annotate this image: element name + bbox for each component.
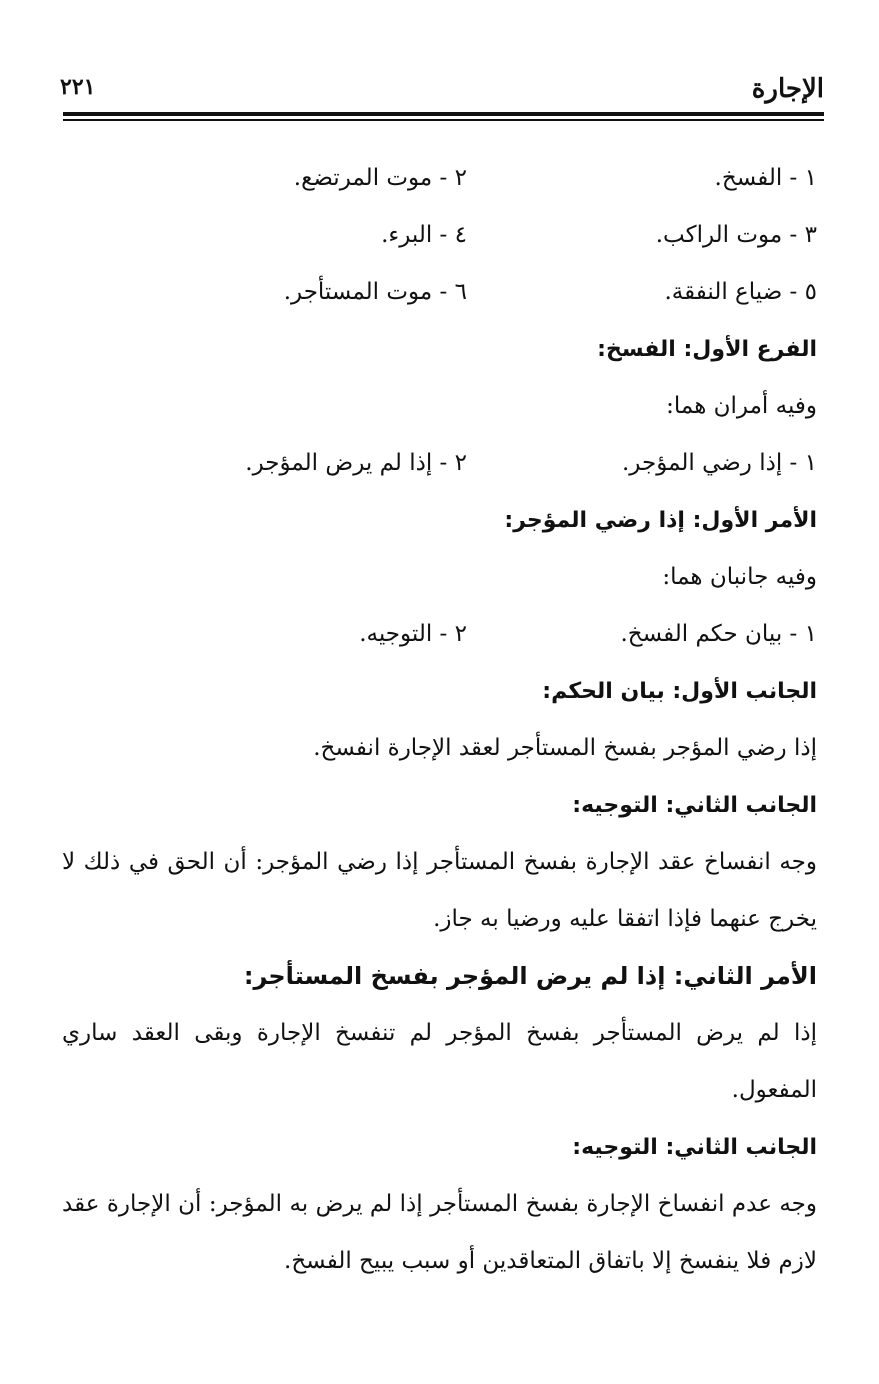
running-title: الإجارة <box>751 74 824 104</box>
list-row <box>62 207 817 264</box>
list-item: ١ - الفسخ. <box>714 165 817 191</box>
paragraph: وجه انفساخ عقد الإجارة بفسخ المستأجر إذا رضي المؤجر: أن الحق في ذلك لا يخرج عنهما فإذا اتفقا عليه ورضيا به جاز. <box>62 849 817 932</box>
list-item: ٥ - ضياع النفقة. <box>664 279 817 305</box>
list-item: ١ - إذا رضي المؤجر. <box>621 450 817 476</box>
section-heading: الفرع الأول: الفسخ: <box>597 337 817 362</box>
header-rule-thick <box>63 112 824 116</box>
page-body <box>62 150 817 1290</box>
section-heading: الأمر الأول: إذا رضي المؤجر: <box>504 508 817 533</box>
list-item: ٣ - موت الراكب. <box>655 222 817 248</box>
list-item: ٢ - التوجيه. <box>359 621 467 647</box>
subsection-heading: الجانب الثاني: التوجيه: <box>572 1135 817 1160</box>
subsection-heading: الجانب الثاني: التوجيه: <box>572 793 817 818</box>
section-intro: وفيه جانبان هما: <box>662 564 817 590</box>
header-rule-thin <box>63 119 824 121</box>
list-item: ٤ - البرء. <box>381 222 467 248</box>
list-item: ٢ - إذا لم يرض المؤجر. <box>245 450 467 476</box>
paragraph: إذا لم يرض المستأجر بفسخ المؤجر لم تنفسخ الإجارة وبقى العقد ساري المفعول. <box>62 1020 817 1103</box>
paragraph: وجه عدم انفساخ الإجارة بفسخ المستأجر إذا لم يرض به المؤجر: أن الإجارة عقد لازم فلا ينفسخ إلا باتفاق المتعاقدين أو سبب يبيح الفسخ. <box>62 1191 817 1274</box>
list-row <box>62 435 817 492</box>
list-item: ٢ - موت المرتضع. <box>293 165 467 191</box>
subsection-heading: الجانب الأول: بيان الحكم: <box>542 679 817 704</box>
list-row <box>62 150 817 207</box>
section-heading: الأمر الثاني: إذا لم يرض المؤجر بفسخ المستأجر: <box>243 962 817 990</box>
section-intro: وفيه أمران هما: <box>666 393 817 419</box>
list-item: ١ - بيان حكم الفسخ. <box>620 621 817 647</box>
list-row <box>62 606 817 663</box>
paragraph: إذا رضي المؤجر بفسخ المستأجر لعقد الإجارة انفسخ. <box>313 735 817 761</box>
list-row <box>62 264 817 321</box>
page-number: ٢٢١ <box>60 74 96 100</box>
list-item: ٦ - موت المستأجر. <box>283 279 467 305</box>
page-header <box>60 74 824 114</box>
